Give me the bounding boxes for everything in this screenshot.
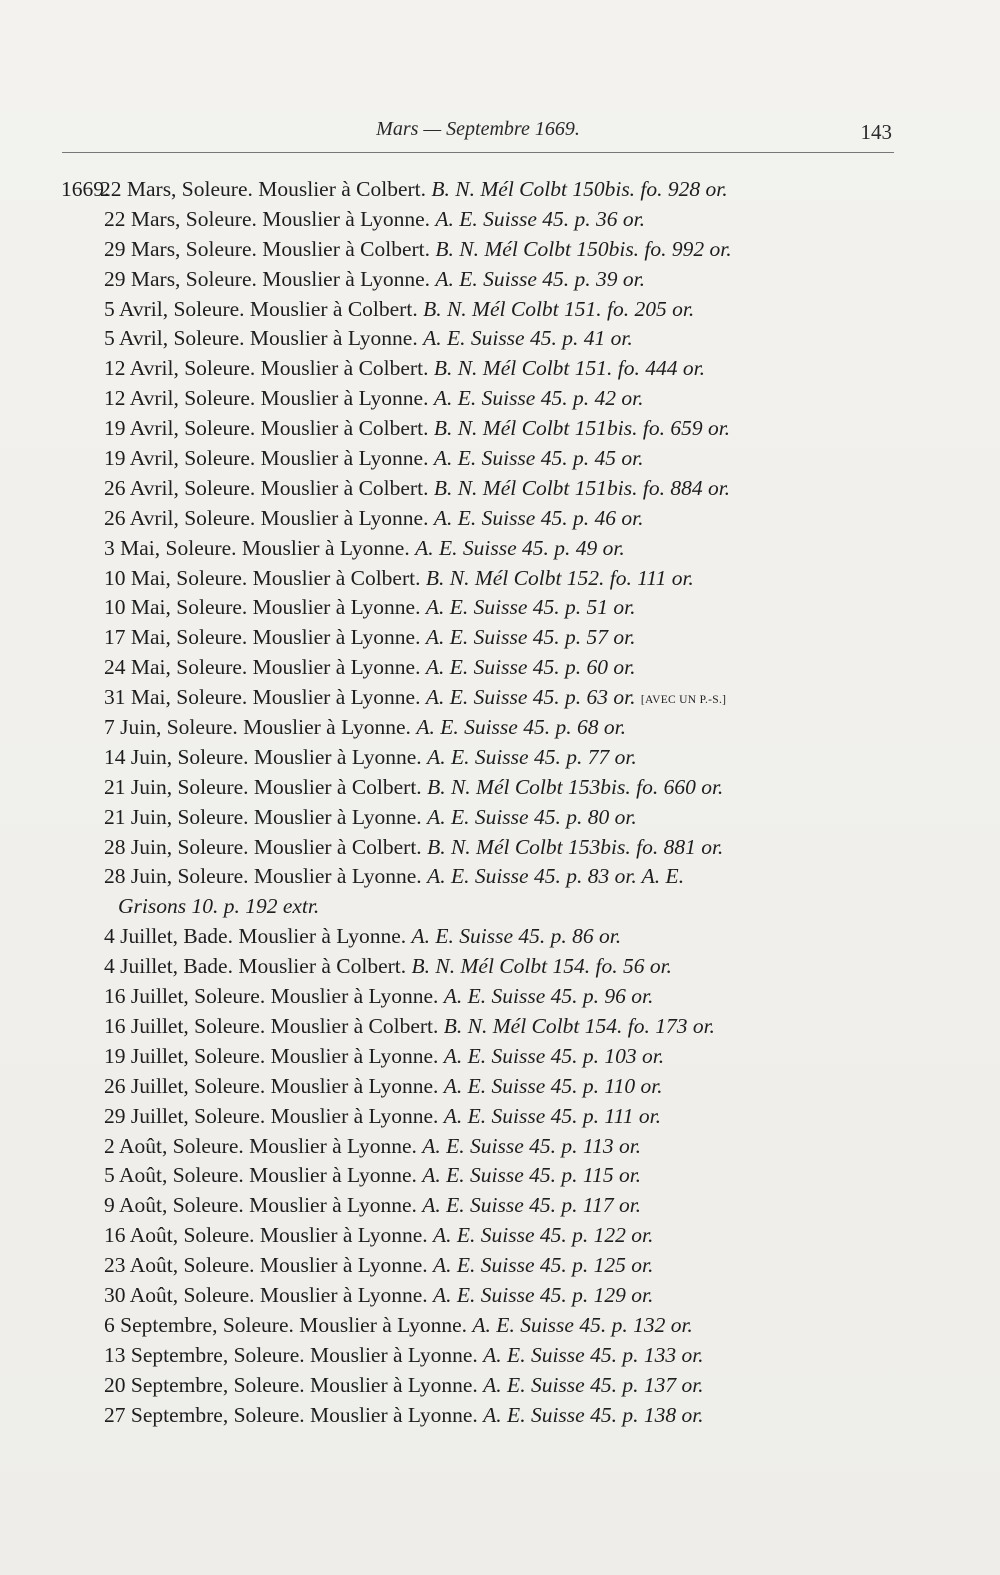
entry-main: 5 Août, Soleure. Mouslier à Lyonne. — [104, 1163, 423, 1188]
entry-text — [104, 1311, 693, 1341]
entry-reference: A. E. Suisse 45. p. 132 or. — [472, 1312, 693, 1337]
entry-main: 27 Septembre, Soleure. Mouslier à Lyonne. — [104, 1402, 484, 1427]
list-item — [0, 534, 1000, 564]
entry-main: 16 Juillet, Soleure. Mouslier à Lyonne. — [104, 984, 444, 1009]
list-item — [0, 205, 1000, 235]
entry-main: 26 Avril, Soleure. Mouslier à Colbert. — [104, 475, 434, 500]
entry-text — [104, 265, 645, 295]
entry-text — [104, 1251, 653, 1281]
entry-text — [104, 1072, 663, 1102]
list-item — [0, 1401, 1000, 1431]
list-item — [0, 265, 1000, 295]
list-item — [0, 235, 1000, 265]
entry-main: 31 Mai, Soleure. Mouslier à Lyonne. — [104, 685, 426, 710]
entry-continuation — [0, 892, 1000, 922]
list-item — [0, 683, 1000, 713]
list-item — [0, 713, 1000, 743]
entry-reference: A. E. Suisse 45. p. 41 or. — [423, 326, 633, 351]
entry-reference: B. N. Mél Colbt 150bis. fo. 928 or. — [431, 177, 728, 201]
entry-reference: B. N. Mél Colbt 150bis. fo. 992 or. — [435, 236, 732, 261]
entry-text — [104, 982, 653, 1012]
list-item — [0, 444, 1000, 474]
entry-main: 29 Mars, Soleure. Mouslier à Colbert. — [104, 236, 436, 261]
entry-main: 19 Juillet, Soleure. Mouslier à Lyonne. — [104, 1043, 444, 1068]
entry-main: 13 Septembre, Soleure. Mouslier à Lyonne. — [104, 1342, 484, 1367]
entry-reference: B. N. Mél Colbt 151bis. fo. 884 or. — [433, 475, 731, 500]
list-item — [0, 1132, 1000, 1162]
entry-main: 3 Mai, Soleure. Mouslier à Lyonne. — [104, 535, 416, 560]
entry-reference: A. E. Suisse 45. p. 133 or. — [483, 1342, 704, 1367]
entry-text — [104, 833, 723, 863]
list-item — [0, 862, 1000, 892]
list-item — [0, 324, 1000, 354]
entry-main: 7 Juin, Soleure. Mouslier à Lyonne. — [104, 715, 417, 740]
list-item — [0, 564, 1000, 594]
list-item — [0, 982, 1000, 1012]
entry-main: 17 Mai, Soleure. Mouslier à Lyonne. — [104, 625, 426, 650]
list-item — [0, 504, 1000, 534]
page-number: 143 — [860, 120, 892, 144]
list-item — [0, 414, 1000, 444]
entry-reference: A. E. Suisse 45. p. 110 or. — [443, 1073, 663, 1098]
list-item — [0, 1012, 1000, 1042]
entry-reference: A. E. Suisse 45. p. 103 or. — [443, 1043, 665, 1068]
header-rule — [62, 152, 894, 153]
entry-main: 5 Avril, Soleure. Mouslier à Colbert. — [104, 296, 424, 321]
entry-main: 10 Mai, Soleure. Mouslier à Lyonne. — [104, 595, 426, 620]
list-item — [0, 803, 1000, 833]
page-header — [62, 118, 894, 150]
list-item — [0, 354, 1000, 384]
entry-reference: A. E. Suisse 45. p. 117 or. — [422, 1193, 642, 1218]
entry-main: 14 Juin, Soleure. Mouslier à Lyonne. — [104, 744, 428, 769]
entry-reference: A. E. Suisse 45. p. 36 or. — [435, 206, 646, 231]
entry-text — [104, 1042, 664, 1072]
entry-year: 1669. — [61, 177, 110, 201]
entry-text — [104, 295, 694, 325]
entry-text — [104, 1012, 715, 1042]
entry-text — [104, 414, 730, 444]
list-item — [0, 833, 1000, 863]
entry-text — [104, 922, 621, 952]
entry-main: 2 Août, Soleure. Mouslier à Lyonne. — [104, 1133, 423, 1158]
entry-text — [104, 1221, 653, 1251]
entry-text — [104, 713, 626, 743]
entry-main: 21 Juin, Soleure. Mouslier à Lyonne. — [104, 804, 428, 829]
entry-text — [104, 1281, 653, 1311]
list-item — [0, 1371, 1000, 1401]
entry-reference: B. N. Mél Colbt 152. fo. 111 or. — [425, 565, 694, 590]
entry-main: 29 Mars, Soleure. Mouslier à Lyonne. — [104, 266, 436, 291]
list-item — [0, 1341, 1000, 1371]
entry-main: 12 Avril, Soleure. Mouslier à Lyonne. — [104, 386, 434, 411]
entry-reference: B. N. Mél Colbt 151. fo. 444 or. — [433, 356, 705, 381]
entry-main: 5 Avril, Soleure. Mouslier à Lyonne. — [104, 326, 424, 351]
running-title: Mars — Septembre 1669. — [376, 118, 580, 140]
list-item — [0, 1042, 1000, 1072]
entry-text — [104, 474, 730, 504]
list-item — [0, 1251, 1000, 1281]
entry-text — [104, 1132, 641, 1162]
list-item — [0, 922, 1000, 952]
entry-text — [104, 743, 637, 773]
entry-reference: A. E. Suisse 45. p. 137 or. — [483, 1372, 704, 1397]
entry-main: 26 Juillet, Soleure. Mouslier à Lyonne. — [104, 1073, 444, 1098]
entry-text — [104, 534, 625, 564]
entry-reference: A. E. Suisse 45. p. 125 or. — [433, 1253, 654, 1278]
entry-text — [104, 235, 732, 265]
list-item — [0, 384, 1000, 414]
entry-text — [104, 683, 726, 716]
entry-main: 23 Août, Soleure. Mouslier à Lyonne. — [104, 1253, 434, 1278]
entry-text — [104, 324, 633, 354]
list-item — [0, 743, 1000, 773]
entry-text — [104, 623, 635, 653]
list-item — [0, 773, 1000, 803]
entry-reference: A. E. Suisse 45. p. 68 or. — [416, 715, 626, 740]
entry-reference: A. E. Suisse 45. p. 86 or. — [411, 924, 622, 949]
entry-reference: A. E. Suisse 45. p. 51 or. — [425, 595, 636, 620]
entry-reference: A. E. Suisse 45. p. 115 or. — [422, 1163, 642, 1188]
entry-main: 19 Avril, Soleure. Mouslier à Lyonne. — [104, 446, 434, 471]
entry-main: 20 Septembre, Soleure. Mouslier à Lyonne. — [104, 1372, 484, 1397]
entry-reference: A. E. Suisse 45. p. 46 or. — [433, 505, 644, 530]
list-item — [0, 175, 1000, 205]
entry-main: 9 Août, Soleure. Mouslier à Lyonne. — [104, 1193, 423, 1218]
entry-text — [104, 1161, 641, 1191]
entry-reference: A. E. Suisse 45. p. 49 or. — [415, 535, 625, 560]
entry-text — [104, 1371, 704, 1401]
entry-main: 24 Mai, Soleure. Mouslier à Lyonne. — [104, 655, 426, 680]
list-item — [0, 1191, 1000, 1221]
entry-main: 30 Août, Soleure. Mouslier à Lyonne. — [104, 1282, 434, 1307]
entry-main: 16 Août, Soleure. Mouslier à Lyonne. — [104, 1223, 434, 1248]
entry-main: 12 Avril, Soleure. Mouslier à Colbert. — [104, 356, 434, 381]
entry-reference: A. E. Suisse 45. p. 80 or. — [427, 804, 637, 829]
entry-reference: A. E. Suisse 45. p. 45 or. — [433, 446, 644, 471]
entry-main: 28 Juin, Soleure. Mouslier à Colbert. — [104, 834, 428, 859]
list-item — [0, 1311, 1000, 1341]
list-item — [0, 653, 1000, 683]
entry-reference: A. E. Suisse 45. p. 96 or. — [443, 984, 654, 1009]
entry-reference: A. E. Suisse 45. p. 111 or. — [443, 1103, 661, 1128]
entry-reference: A. E. Suisse 45. p. 39 or. — [435, 266, 646, 291]
entry-continuation-text: Grisons 10. p. 192 extr. — [118, 894, 320, 919]
entry-reference: B. N. Mél Colbt 153bis. fo. 881 or. — [427, 834, 724, 859]
entry-text — [104, 444, 643, 474]
entry-text — [104, 653, 635, 683]
entry-main: 22 Mars, Soleure. Mouslier à Colbert. — [100, 177, 432, 201]
entry-reference: A. E. Suisse 45. p. 63 or. — [425, 685, 641, 710]
entry-reference: B. N. Mél Colbt 154. fo. 173 or. — [443, 1013, 715, 1038]
list-item — [0, 1161, 1000, 1191]
entry-text — [104, 504, 643, 534]
list-item — [0, 623, 1000, 653]
entry-text — [104, 1401, 704, 1431]
entry-main: 16 Juillet, Soleure. Mouslier à Colbert. — [104, 1013, 444, 1038]
entry-reference: B. N. Mél Colbt 153bis. fo. 660 or. — [427, 774, 724, 799]
list-item — [0, 295, 1000, 325]
entry-main: 10 Mai, Soleure. Mouslier à Colbert. — [104, 565, 426, 590]
entry-reference: A. E. Suisse 45. p. 122 or. — [433, 1223, 654, 1248]
entry-reference: A. E. Suisse 45. p. 113 or. — [422, 1133, 642, 1158]
entry-text — [104, 205, 645, 235]
entry-reference: B. N. Mél Colbt 154. fo. 56 or. — [411, 954, 672, 979]
entry-reference: A. E. Suisse 45. p. 57 or. — [425, 625, 636, 650]
entry-main: 4 Juillet, Bade. Mouslier à Lyonne. — [104, 924, 412, 949]
entry-main: 4 Juillet, Bade. Mouslier à Colbert. — [104, 954, 412, 979]
entry-main: 28 Juin, Soleure. Mouslier à Lyonne. — [104, 864, 428, 889]
entry-text — [100, 175, 728, 205]
entry-reference: A. E. Suisse 45. p. 77 or. — [427, 744, 637, 769]
entry-text — [104, 773, 723, 803]
list-item — [0, 952, 1000, 982]
entry-main: 22 Mars, Soleure. Mouslier à Lyonne. — [104, 206, 436, 231]
entry-text — [104, 952, 672, 982]
entry-main: 19 Avril, Soleure. Mouslier à Colbert. — [104, 416, 434, 441]
entry-text — [104, 564, 694, 594]
entry-list — [0, 175, 1000, 1430]
list-item — [0, 593, 1000, 623]
list-item — [0, 1281, 1000, 1311]
entry-text — [104, 862, 684, 892]
list-item — [0, 1102, 1000, 1132]
list-item — [0, 474, 1000, 504]
entry-text — [104, 354, 705, 384]
list-item — [0, 1221, 1000, 1251]
entry-main: 26 Avril, Soleure. Mouslier à Lyonne. — [104, 505, 434, 530]
entry-reference: B. N. Mél Colbt 151. fo. 205 or. — [423, 296, 695, 321]
entry-text — [104, 1191, 641, 1221]
entry-main: 29 Juillet, Soleure. Mouslier à Lyonne. — [104, 1103, 444, 1128]
entry-note: [AVEC UN P.-S.] — [640, 694, 727, 707]
entry-text — [104, 384, 643, 414]
entry-main: 6 Septembre, Soleure. Mouslier à Lyonne. — [104, 1312, 473, 1337]
entry-reference: A. E. Suisse 45. p. 138 or. — [483, 1402, 704, 1427]
entry-main: 21 Juin, Soleure. Mouslier à Colbert. — [104, 774, 428, 799]
entry-reference: A. E. Suisse 45. p. 83 or. A. E. — [427, 864, 685, 889]
entry-text — [104, 803, 637, 833]
entry-reference: A. E. Suisse 45. p. 42 or. — [433, 386, 644, 411]
entry-reference: A. E. Suisse 45. p. 60 or. — [425, 655, 636, 680]
entry-reference: B. N. Mél Colbt 151bis. fo. 659 or. — [433, 416, 731, 441]
entry-text — [104, 593, 635, 623]
entry-text — [104, 1102, 661, 1132]
entry-text — [104, 1341, 704, 1371]
list-item — [0, 1072, 1000, 1102]
entry-reference: A. E. Suisse 45. p. 129 or. — [433, 1282, 654, 1307]
